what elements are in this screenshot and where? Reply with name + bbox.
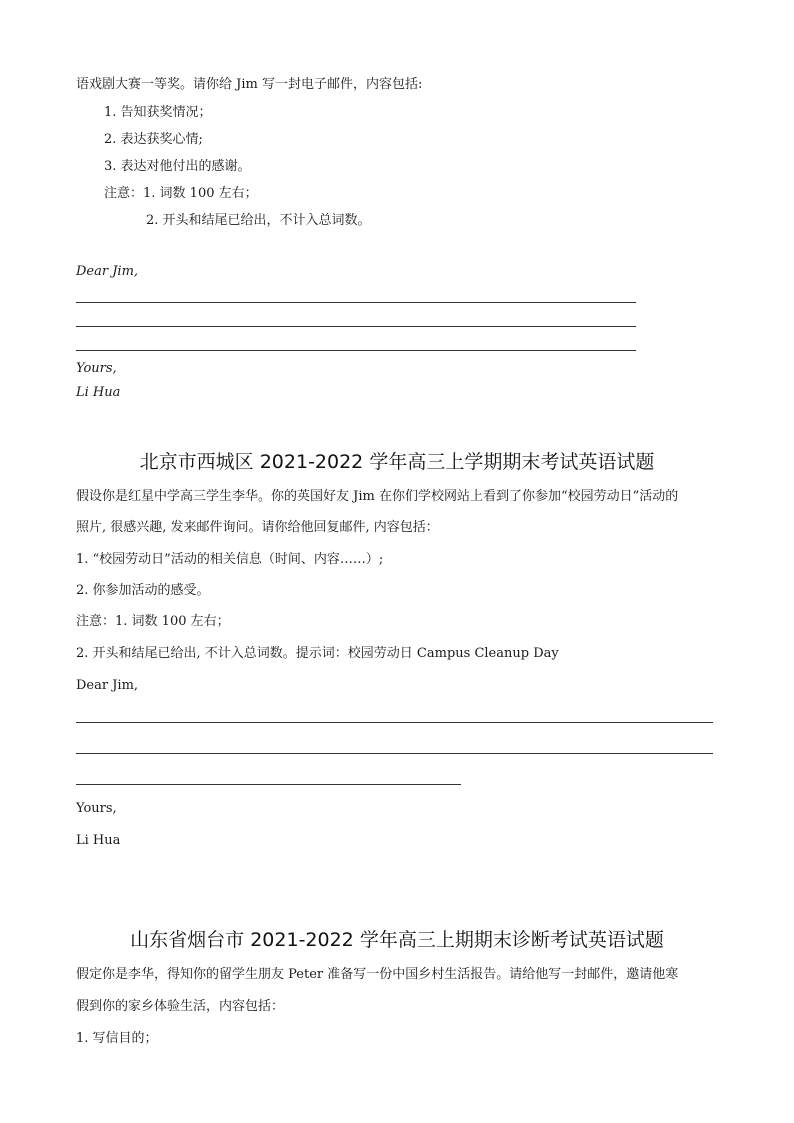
section1-item-2: 2. 表达获奖心情; xyxy=(104,132,203,147)
section1-note-2: 2. 开头和结尾已给出，不计入总词数。 xyxy=(146,213,371,228)
section2-item-1: 1. “校园劳动日”活动的相关信息（时间、内容……）; xyxy=(76,552,384,567)
section3-title: 山东省烟台市 2021-2022 学年高三上期期末诊断考试英语试题 xyxy=(130,929,664,951)
answer-line xyxy=(76,753,713,754)
section3-item-1: 1. 写信目的； xyxy=(76,1031,158,1046)
answer-line xyxy=(76,784,461,785)
section2-signature: Li Hua xyxy=(76,833,121,848)
answer-line xyxy=(76,350,636,351)
section1-salutation: Dear Jim, xyxy=(76,264,139,279)
answer-line xyxy=(76,302,636,303)
section2-para-line-1: 假设你是红星中学高三学生李华。你的英国好友 Jim 在你们学校网站上看到了你参加“校园劳动日”活动的 xyxy=(76,489,679,504)
section2-note-2: 2. 开头和结尾已给出, 不计入总词数。提示词：校园劳动日 Campus Cleanup Day xyxy=(76,646,559,661)
section2-note-1: 注意：1. 词数 100 左右； xyxy=(76,614,230,629)
section1-item-1: 1. 告知获奖情况； xyxy=(104,105,212,120)
answer-line xyxy=(76,326,636,327)
section1-intro: 语戏剧大赛一等奖。请你给 Jim 写一封电子邮件，内容包括: xyxy=(76,77,423,92)
answer-line xyxy=(76,722,713,723)
section3-para-line-1: 假定你是李华，得知你的留学生朋友 Peter 准备写一份中国乡村生活报告。请给他写一封邮件，邀请他寒 xyxy=(76,967,679,982)
section1-item-3: 3. 表达对他付出的感谢。 xyxy=(104,159,251,174)
section2-item-2: 2. 你参加活动的感受。 xyxy=(76,583,210,598)
section1-note-1: 注意：1. 词数 100 左右； xyxy=(104,186,258,201)
section3-para-line-2: 假到你的家乡体验生活，内容包括： xyxy=(76,999,285,1014)
section2-salutation: Dear Jim, xyxy=(76,678,139,693)
section2-closing: Yours, xyxy=(76,801,117,816)
section2-para-line-2: 照片, 很感兴趣, 发来邮件询问。请你给他回复邮件, 内容包括： xyxy=(76,520,439,535)
section1-signature: Li Hua xyxy=(76,385,121,400)
section1-closing: Yours, xyxy=(76,361,117,376)
section2-title: 北京市西城区 2021-2022 学年高三上学期期末考试英语试题 xyxy=(139,451,655,473)
